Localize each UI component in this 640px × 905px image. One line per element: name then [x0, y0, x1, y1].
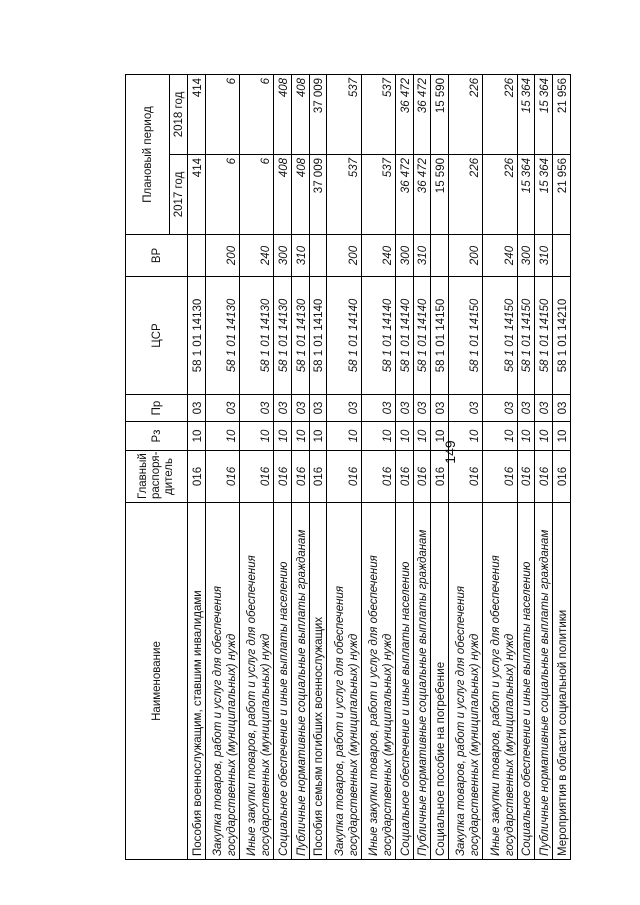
- row-pr: 03: [431, 395, 449, 422]
- row-2018: 537: [361, 74, 395, 154]
- row-csr: 58 1 01 14140: [309, 277, 327, 395]
- row-2017: 408: [291, 155, 309, 235]
- row-rz: 10: [205, 422, 239, 451]
- table-body: [188, 74, 571, 859]
- row-admin: 016: [449, 451, 483, 503]
- row-name: Социальное обеспечение и иные выплаты населению: [395, 503, 413, 860]
- row-rz: 10: [395, 422, 413, 451]
- row-vr: 300: [395, 235, 413, 277]
- row-2017: 15 590: [431, 155, 449, 235]
- table-row: [188, 74, 206, 859]
- row-admin: 016: [483, 451, 517, 503]
- row-vr: 310: [413, 235, 431, 277]
- header-name: Наименование: [126, 503, 188, 860]
- row-name: Мероприятия в области социальной политики: [553, 503, 571, 860]
- row-rz: 10: [431, 422, 449, 451]
- row-vr: 240: [239, 235, 273, 277]
- row-2018: 414: [188, 74, 206, 154]
- row-2018: 36 472: [395, 74, 413, 154]
- row-admin: 016: [361, 451, 395, 503]
- row-2017: 6: [205, 155, 239, 235]
- row-rz: 10: [449, 422, 483, 451]
- row-2017: 408: [274, 155, 292, 235]
- row-2017: 37 009: [309, 155, 327, 235]
- row-rz: 10: [553, 422, 571, 451]
- row-2018: 226: [483, 74, 517, 154]
- row-admin: 016: [205, 451, 239, 503]
- row-2018: 15 364: [535, 74, 553, 154]
- row-vr: [553, 235, 571, 277]
- row-admin: 016: [553, 451, 571, 503]
- row-name: Социальное обеспечение и иные выплаты населению: [517, 503, 535, 860]
- row-2018: 6: [205, 74, 239, 154]
- table-row: [413, 74, 431, 859]
- row-pr: 03: [239, 395, 273, 422]
- row-pr: 03: [205, 395, 239, 422]
- row-name: Закупка товаров, работ и услуг для обеспечения государственных (муниципальных) нужд: [449, 503, 483, 860]
- row-csr: 58 1 01 14150: [449, 277, 483, 395]
- row-name: Закупка товаров, работ и услуг для обеспечения государственных (муниципальных) нужд: [327, 503, 361, 860]
- row-admin: 016: [309, 451, 327, 503]
- row-pr: 03: [535, 395, 553, 422]
- row-csr: 58 1 01 14140: [361, 277, 395, 395]
- budget-table: [125, 74, 571, 860]
- row-csr: 58 1 01 14130: [205, 277, 239, 395]
- row-admin: 016: [535, 451, 553, 503]
- row-vr: [431, 235, 449, 277]
- row-vr: [309, 235, 327, 277]
- row-csr: 58 1 01 14130: [188, 277, 206, 395]
- row-name: Закупка товаров, работ и услуг для обеспечения государственных (муниципальных) нужд: [205, 503, 239, 860]
- row-csr: 58 1 01 14150: [431, 277, 449, 395]
- row-vr: 310: [535, 235, 553, 277]
- row-rz: 10: [327, 422, 361, 451]
- header-admin: Главный распоря- дитель: [126, 451, 188, 503]
- row-rz: 10: [239, 422, 273, 451]
- row-rz: 10: [361, 422, 395, 451]
- table-row: [239, 74, 273, 859]
- header-2018: 2018 год: [170, 74, 188, 154]
- row-admin: 016: [239, 451, 273, 503]
- row-name: Иные закупки товаров, работ и услуг для обеспечения государственных (муниципальных) нужд: [361, 503, 395, 860]
- row-rz: 10: [413, 422, 431, 451]
- row-admin: 016: [413, 451, 431, 503]
- row-2018: 15 590: [431, 74, 449, 154]
- row-vr: 310: [291, 235, 309, 277]
- header-2017: 2017 год: [170, 155, 188, 235]
- row-admin: 016: [327, 451, 361, 503]
- row-csr: 58 1 01 14150: [483, 277, 517, 395]
- table-row: [291, 74, 309, 859]
- row-2018: 537: [327, 74, 361, 154]
- row-pr: 03: [188, 395, 206, 422]
- budget-table-container: [125, 75, 571, 860]
- row-2017: 537: [361, 155, 395, 235]
- row-rz: 10: [188, 422, 206, 451]
- row-pr: 03: [291, 395, 309, 422]
- row-2017: 226: [449, 155, 483, 235]
- row-vr: 240: [483, 235, 517, 277]
- row-admin: 016: [395, 451, 413, 503]
- row-rz: 10: [274, 422, 292, 451]
- row-pr: 03: [413, 395, 431, 422]
- row-vr: 300: [274, 235, 292, 277]
- row-csr: 58 1 01 14130: [291, 277, 309, 395]
- table-row: [449, 74, 483, 859]
- table-row: [327, 74, 361, 859]
- row-csr: 58 1 01 14150: [517, 277, 535, 395]
- row-csr: 58 1 01 14140: [395, 277, 413, 395]
- header-rz: Рз: [126, 422, 188, 451]
- row-pr: 03: [327, 395, 361, 422]
- row-name: Пособия военнослужащим, ставшим инвалидами: [188, 503, 206, 860]
- row-name: Публичные нормативные социальные выплаты гражданам: [535, 503, 553, 860]
- row-rz: 10: [517, 422, 535, 451]
- table-row: [517, 74, 535, 859]
- row-rz: 10: [483, 422, 517, 451]
- row-pr: 03: [274, 395, 292, 422]
- row-2017: 6: [239, 155, 273, 235]
- row-admin: 016: [517, 451, 535, 503]
- row-rz: 10: [535, 422, 553, 451]
- row-admin: 016: [431, 451, 449, 503]
- row-2017: 36 472: [395, 155, 413, 235]
- row-2017: 537: [327, 155, 361, 235]
- row-vr: 240: [361, 235, 395, 277]
- row-name: Публичные нормативные социальные выплаты гражданам: [291, 503, 309, 860]
- table-row: [431, 74, 449, 859]
- row-2017: 226: [483, 155, 517, 235]
- row-pr: 03: [449, 395, 483, 422]
- row-vr: 200: [205, 235, 239, 277]
- table-row: [553, 74, 571, 859]
- row-2017: 21 956: [553, 155, 571, 235]
- header-vr: ВР: [126, 235, 188, 277]
- row-pr: 03: [553, 395, 571, 422]
- row-name: Пособия семьям погибших военнослужащих: [309, 503, 327, 860]
- table-row: [483, 74, 517, 859]
- row-admin: 016: [291, 451, 309, 503]
- row-2018: 408: [291, 74, 309, 154]
- row-vr: 300: [517, 235, 535, 277]
- row-pr: 03: [517, 395, 535, 422]
- row-csr: 58 1 01 14130: [274, 277, 292, 395]
- row-name: Социальное пособие на погребение: [431, 503, 449, 860]
- row-rz: 10: [309, 422, 327, 451]
- table-row: [309, 74, 327, 859]
- row-2018: 226: [449, 74, 483, 154]
- table-row: [535, 74, 553, 859]
- row-name: Публичные нормативные социальные выплаты гражданам: [413, 503, 431, 860]
- row-admin: 016: [274, 451, 292, 503]
- row-pr: 03: [395, 395, 413, 422]
- row-csr: 58 1 01 14140: [413, 277, 431, 395]
- row-name: Иные закупки товаров, работ и услуг для обеспечения государственных (муниципальных) нужд: [239, 503, 273, 860]
- row-2018: 6: [239, 74, 273, 154]
- row-csr: 58 1 01 14210: [553, 277, 571, 395]
- row-vr: [188, 235, 206, 277]
- table-row: [205, 74, 239, 859]
- row-2017: 414: [188, 155, 206, 235]
- row-admin: 016: [188, 451, 206, 503]
- row-2018: 37 009: [309, 74, 327, 154]
- row-pr: 03: [361, 395, 395, 422]
- header-csr: ЦСР: [126, 277, 188, 395]
- table-row: [395, 74, 413, 859]
- row-pr: 03: [483, 395, 517, 422]
- row-vr: 200: [327, 235, 361, 277]
- row-rz: 10: [291, 422, 309, 451]
- row-2017: 15 364: [535, 155, 553, 235]
- row-2017: 36 472: [413, 155, 431, 235]
- row-csr: 58 1 01 14140: [327, 277, 361, 395]
- row-2018: 15 364: [517, 74, 535, 154]
- page-number: 149: [442, 440, 458, 464]
- row-2017: 15 364: [517, 155, 535, 235]
- row-name: Социальное обеспечение и иные выплаты населению: [274, 503, 292, 860]
- table-row: [361, 74, 395, 859]
- row-pr: 03: [309, 395, 327, 422]
- row-vr: 200: [449, 235, 483, 277]
- row-csr: 58 1 01 14150: [535, 277, 553, 395]
- header-pr: Пр: [126, 395, 188, 422]
- header-planned-period: Плановый период: [126, 74, 170, 234]
- row-2018: 21 956: [553, 74, 571, 154]
- table-row: [274, 74, 292, 859]
- row-csr: 58 1 01 14130: [239, 277, 273, 395]
- row-2018: 408: [274, 74, 292, 154]
- row-name: Иные закупки товаров, работ и услуг для обеспечения государственных (муниципальных) нужд: [483, 503, 517, 860]
- row-2018: 36 472: [413, 74, 431, 154]
